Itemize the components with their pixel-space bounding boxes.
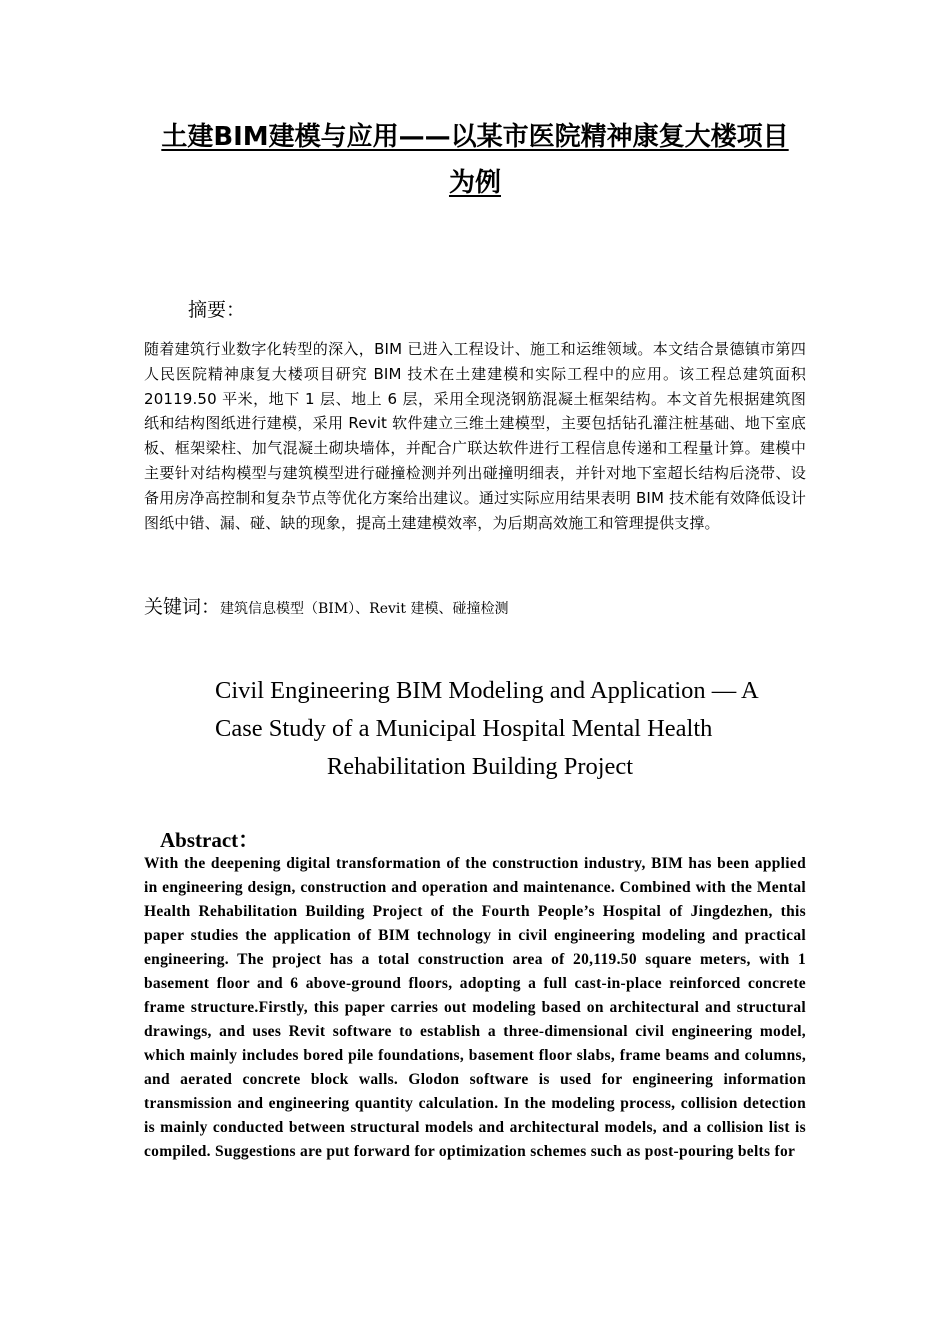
english-title-line-2: Case Study of a Municipal Hospital Mental Health xyxy=(215,715,713,742)
english-title xyxy=(215,672,805,786)
english-title-line-3: Rehabilitation Building Project xyxy=(326,753,634,780)
english-abstract-heading: Abstract： xyxy=(160,828,260,852)
chinese-keywords xyxy=(144,594,806,622)
english-title-line-1: Civil Engineering BIM Modeling and Application — A xyxy=(215,677,759,704)
chinese-keywords-value: 建筑信息模型（BIM）、Revit 建模、碰撞检测 xyxy=(220,601,509,617)
chinese-abstract-body: 随着建筑行业数字化转型的深入，BIM 已进入工程设计、施工和运维领域。本文结合景德镇市第四人民医院精神康复大楼项目研究 BIM 技术在土建建模和实际工程中的应用。该工程总建筑面积 20119.50 平米，地下 1 层、地上 6 层，采用全现浇钢筋混凝土框架结构。本文首先根据建筑图纸和结构图纸进行建模，采用 Revit 软件建立三维土建模型，主要包括钻孔灌注桩基础、地下室底板、框架梁柱、加气混凝土砌块墙体，并配合广联达软件进行工程信息传递和工程量计算。建模中主要针对结构模型与建筑模型进行碰撞检测并列出碰撞明细表，并针对地下室超长结构后浇带、设备用房净高控制和复杂节点等优化方案给出建议。通过实际应用结果表明 BIM 技术能有效降低设计图纸中错、漏、碰、缺的现象，提高土建建模效率，为后期高效施工和管理提供支撑。 xyxy=(144,340,806,532)
chinese-keywords-label: 关键词： xyxy=(144,596,221,618)
english-abstract-body: With the deepening digital transformation of the construction industry, BIM has been applied in engineering design, construction and operation and maintenance. Combined with the Mental Health Rehabilitation Building Project of the Fourth People’s Hospital of Jingdezhen, this paper studies the application of BIM technology in civil engineering modeling and practical engineering. The project has a total construction area of 20,119.50 square meters, with 1 basement floor and 6 above-ground floors, adopting a full cast-in-place reinforced concrete frame structure.Firstly, this paper carries out modeling based on architectural and structural drawings, and uses Revit software to establish a three-dimensional civil engineering model, which mainly includes bored pile foundations, basement floor slabs, frame beams and columns, and aerated concrete block walls. Glodon software is used for engineering information transmission and engineering quantity calculation. In the modeling process, collision detection is mainly conducted between structural models and architectural models, and a collision list is compiled. Suggestions are put forward for optimization schemes such as post-pouring belts for xyxy=(144,855,806,1160)
chinese-title: 土建BIM建模与应用——以某市医院精神康复大楼项目为例 xyxy=(161,122,789,198)
chinese-abstract-heading: 摘要： xyxy=(188,299,246,321)
